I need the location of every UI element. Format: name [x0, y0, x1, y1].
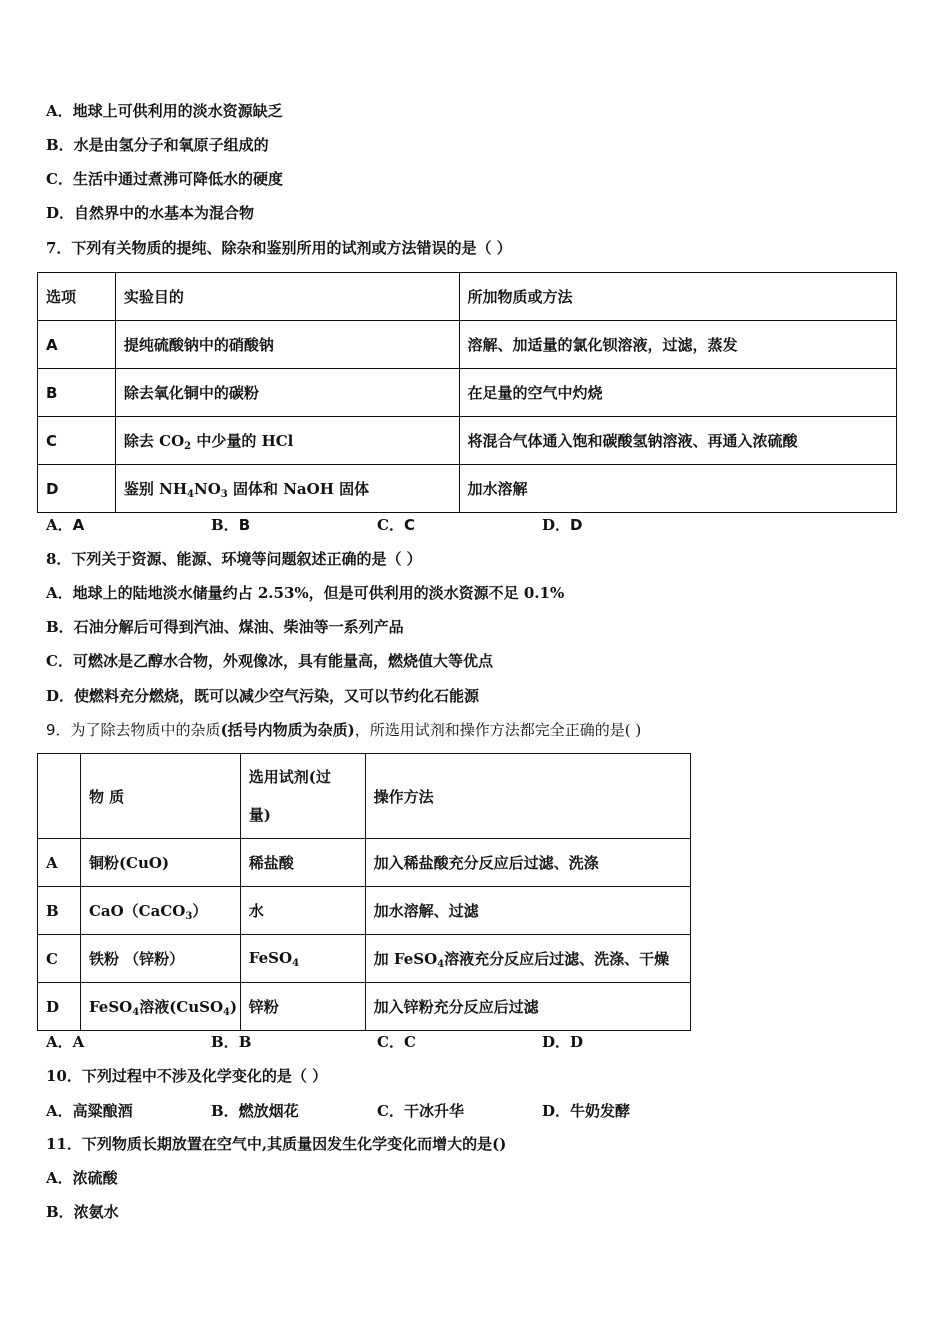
goal-cell: 提纯硫酸钠中的硝酸钠	[115, 321, 459, 369]
q8-option-b: B．石油分解后可得到汽油、煤油、柴油等一系列产品	[46, 618, 404, 636]
header-cell	[240, 754, 365, 839]
q7-answers	[46, 514, 746, 534]
answer-value: C	[403, 1033, 416, 1051]
q11-option-a: A．浓硫酸	[46, 1169, 118, 1187]
q10-options	[46, 1100, 746, 1120]
subscript: 2	[184, 440, 192, 452]
header-text: 量)	[248, 806, 271, 824]
q6-option-c: C．生活中通过煮沸可降低水的硬度	[46, 170, 283, 188]
table-header-row	[38, 754, 691, 839]
substance-text: ）	[192, 901, 208, 920]
option-cell: C	[38, 935, 81, 983]
method-cell: 加水溶解、过滤	[365, 887, 690, 935]
answer-label: A．	[46, 516, 73, 534]
q8-option-d: D．使燃料充分燃烧，既可以减少空气污染，又可以节约化石能源	[46, 687, 480, 705]
table-row	[38, 983, 691, 1031]
table-row	[38, 369, 897, 417]
substance-text: 溶液(CuSO	[139, 997, 224, 1016]
header-cell: 操作方法	[365, 754, 690, 839]
table-header-row	[38, 273, 897, 321]
reagent-cell: 锌粉	[240, 983, 365, 1031]
method-cell: 溶解、加适量的氯化钡溶液，过滤，蒸发	[459, 321, 896, 369]
table-row	[38, 887, 691, 935]
answer-value: A	[72, 516, 85, 534]
q11-stem: 11．下列物质长期放置在空气中,其质量因发生化学变化而增大的是()	[46, 1135, 507, 1153]
option-cell: A	[38, 839, 81, 887]
answer-label: B．	[211, 1033, 239, 1051]
answer-value: D	[570, 1033, 584, 1051]
header-cell	[38, 754, 81, 839]
substance-text: FeSO	[88, 997, 133, 1016]
method-cell	[365, 935, 690, 983]
header-cell: 物 质	[80, 754, 240, 839]
q9-stem-text: (括号内物质为杂质)	[220, 721, 355, 739]
answer-label: D．	[542, 1033, 571, 1051]
answer-choice	[211, 1031, 251, 1052]
option-cell: D	[38, 983, 81, 1031]
method-text: 溶液充分反应后过滤、洗涤、干燥	[444, 949, 670, 968]
q9-stem-text: 为了除去物质中的杂质	[70, 721, 221, 739]
subscript: 4	[437, 958, 445, 970]
method-cell: 加水溶解	[459, 465, 896, 513]
goal-text: NO	[194, 479, 221, 498]
method-cell: 在足量的空气中灼烧	[459, 369, 896, 417]
table-row	[38, 465, 897, 513]
substance-cell	[80, 887, 240, 935]
answer-choice	[377, 1031, 416, 1052]
answer-choice	[542, 1031, 583, 1052]
goal-text: 除去 CO	[123, 431, 185, 450]
q6-option-b: B．水是由氢分子和氧原子组成的	[46, 136, 269, 154]
q7-stem: 7．下列有关物质的提纯、除杂和鉴别所用的试剂或方法错误的是（ ）	[46, 239, 512, 257]
goal-text: 中少量的 HCl	[191, 431, 294, 450]
table-row	[38, 321, 897, 369]
method-cell: 将混合气体通入饱和碳酸氢钠溶液、再通入浓硫酸	[459, 417, 896, 465]
subscript: 4	[132, 1006, 140, 1018]
q6-option-a: A．地球上可供利用的淡水资源缺乏	[46, 102, 283, 120]
option-cell: B	[38, 887, 81, 935]
header-text: 选用试剂(过	[248, 768, 331, 786]
goal-cell	[115, 465, 459, 513]
q9-stem-text: ，所选用试剂和操作方法都完全正确的是(	[354, 721, 631, 739]
method-cell: 加入稀盐酸充分反应后过滤、洗涤	[365, 839, 690, 887]
method-cell: 加入锌粉充分反应后过滤	[365, 983, 690, 1031]
subscript: 4	[187, 488, 194, 500]
q10-stem: 10．下列过程中不涉及化学变化的是（ ）	[46, 1067, 328, 1085]
table-row	[38, 839, 691, 887]
substance-cell: 铁粉 （锌粉）	[80, 935, 240, 983]
table-row	[38, 417, 897, 465]
substance-cell: 铜粉(CuO)	[80, 839, 240, 887]
goal-text: 鉴别 NH	[123, 479, 188, 498]
answer-choice	[46, 1031, 84, 1052]
q10-option-d: D．牛奶发酵	[542, 1102, 631, 1120]
answer-value: C	[403, 516, 415, 534]
option-cell: D	[38, 465, 116, 513]
answer-value: B	[238, 516, 251, 534]
q11-option-b: B．浓氨水	[46, 1203, 119, 1221]
answer-choice	[211, 514, 250, 535]
answer-value: D	[570, 516, 583, 534]
subscript: 3	[185, 910, 193, 922]
goal-cell	[115, 417, 459, 465]
reagent-text: FeSO	[248, 948, 293, 967]
answer-choice	[46, 514, 84, 535]
answer-label: B．	[211, 516, 239, 534]
substance-cell	[80, 983, 240, 1031]
reagent-cell: 水	[240, 887, 365, 935]
answer-label: C．	[377, 516, 404, 534]
goal-text: 固体和 NaOH 固体	[227, 479, 370, 498]
answer-choice	[377, 514, 415, 535]
answer-choice	[542, 514, 582, 535]
answer-label: A．	[46, 1033, 73, 1051]
table-row	[38, 935, 691, 983]
answer-label: C．	[377, 1033, 404, 1051]
option-cell: B	[38, 369, 116, 417]
subscript: 4	[223, 1006, 231, 1018]
q9-stem	[46, 720, 641, 740]
q10-option-a: A．高粱酿酒	[46, 1102, 133, 1120]
subscript: 3	[220, 488, 228, 500]
q8-option-c: C．可燃冰是乙醇水合物，外观像冰，具有能量高，燃烧值大等优点	[46, 652, 493, 670]
q8-option-a: A．地球上的陆地淡水储量约占 2.53%，但是可供利用的淡水资源不足 0.1%	[46, 584, 565, 602]
q9-table	[37, 753, 691, 1031]
method-text: 加 FeSO	[373, 949, 438, 968]
header-cell: 实验目的	[115, 273, 459, 321]
q10-option-b: B．燃放烟花	[211, 1102, 299, 1120]
q9-answers	[46, 1031, 746, 1051]
q8-stem: 8．下列关于资源、能源、环境等问题叙述正确的是（ ）	[46, 550, 422, 568]
subscript: 4	[292, 957, 300, 969]
q10-option-c: C．干冰升华	[377, 1102, 464, 1120]
answer-label: D．	[542, 516, 571, 534]
substance-text: CaO（CaCO	[88, 901, 186, 920]
reagent-cell	[240, 935, 365, 983]
answer-value: A	[72, 1033, 85, 1051]
q6-option-d: D．自然界中的水基本为混合物	[46, 204, 255, 222]
header-cell: 选项	[38, 273, 116, 321]
option-cell: A	[38, 321, 116, 369]
header-cell: 所加物质或方法	[459, 273, 896, 321]
substance-text: )	[230, 997, 238, 1016]
q7-table	[37, 272, 897, 513]
goal-cell: 除去氧化铜中的碳粉	[115, 369, 459, 417]
q9-number: 9．	[46, 721, 71, 739]
option-cell: C	[38, 417, 116, 465]
answer-value: B	[238, 1033, 252, 1051]
reagent-cell: 稀盐酸	[240, 839, 365, 887]
q9-stem-text: )	[630, 721, 642, 739]
